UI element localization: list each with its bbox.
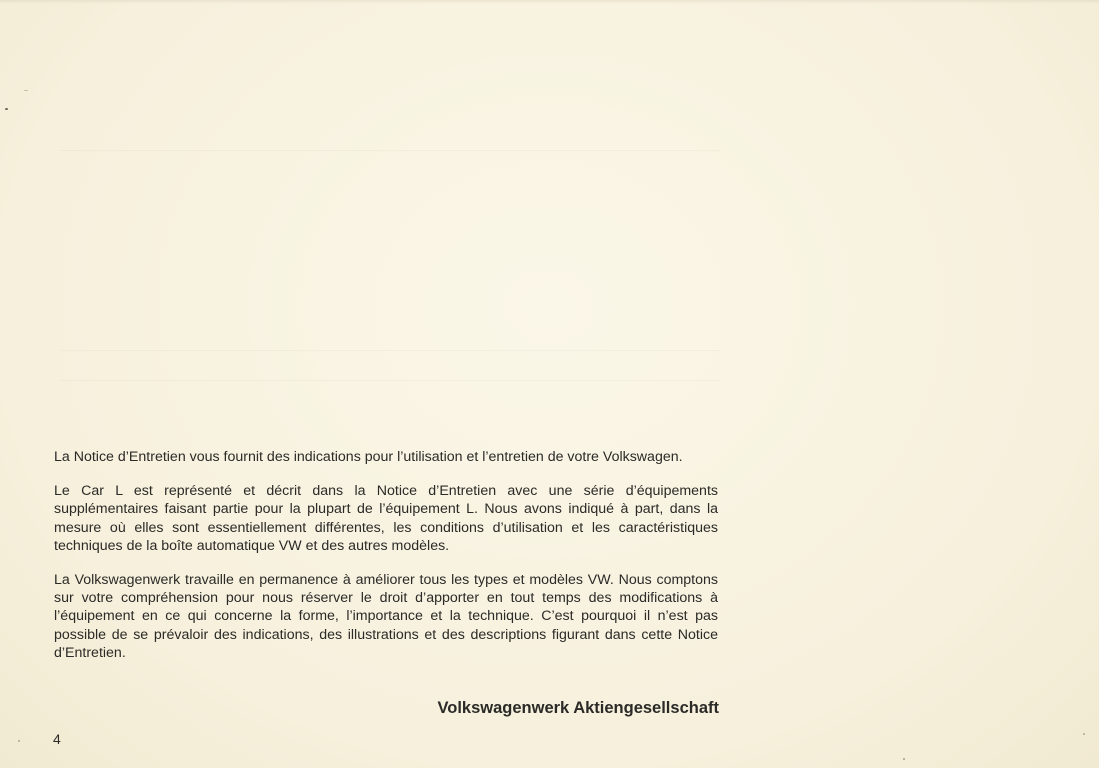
paper-speck <box>903 758 905 760</box>
company-signature: Volkswagenwerk Aktiengesellschaft <box>437 699 719 717</box>
notice-paragraph: La Notice d’Entretien vous fournit des indications pour l’utilisation et l’entretien de votre Volkswagen. <box>54 449 683 465</box>
paper-speck <box>18 740 20 742</box>
show-through-line <box>60 150 720 151</box>
notice-body <box>54 448 718 678</box>
notice-paragraph: La Volkswagenwerk travaille en permanence à améliorer tous les types et modèles VW. Nous comptons sur votre compréhension pour nous réserver le droit d’apporter en tout temps des modifications à l’équipement en ce qui concerne la forme, l’importance et la technique. C’est pourquoi il n’est pas possible de se prévaloir des indications, des illustrations et des descriptions figurant dans cette Notice d’Entretien. <box>54 572 718 661</box>
page-number: 4 <box>53 731 61 747</box>
paper-speck <box>1083 733 1085 735</box>
show-through-line <box>60 350 720 351</box>
paper-speck <box>24 90 28 91</box>
notice-paragraph: Le Car L est représenté et décrit dans la Notice d’Entretien avec une série d’équipements supplémentaires faisant partie pour la plupart de l’équipement L. Nous avons indiqué à part, dans la mesure où elles sont essentiellement différentes, les conditions d’utilisation et les caractéristiques techniques de la boîte automatique VW et des autres modèles. <box>54 483 718 554</box>
show-through-line <box>60 380 720 381</box>
paper-speck <box>5 108 8 110</box>
